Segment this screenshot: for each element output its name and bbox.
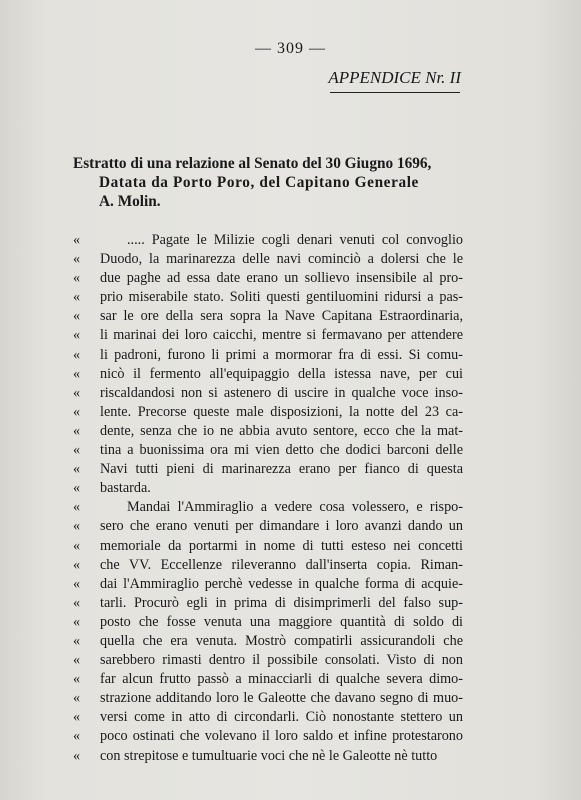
text-line [73,326,463,345]
text-line [73,670,463,689]
text-line [73,307,463,326]
quote-mark: « [73,556,81,573]
line-text: nicò il fermento all'equipaggio della istessa nave, per cui [100,365,463,382]
text-line [73,250,463,269]
quote-mark: « [73,327,81,344]
line-text: Duodo, la marinarezza delle navi cominciò a dolersi che le [100,251,463,268]
text-line [73,269,463,288]
line-text: che VV. Eccellenze rileveranno dall'inserta copia. Riman- [100,556,463,573]
quote-mark: « [73,632,81,649]
line-text: poco ostinati che volevano il loro saldo et infine protestarono [100,728,463,745]
quote-mark: « [73,537,81,554]
text-line [73,422,463,441]
text-line [73,613,463,632]
line-text: due paghe ad essa date erano un sollievo insensibile al pro- [100,270,463,287]
line-text: ..... Pagate le Milizie cogli denari venuti col convoglio [127,232,463,248]
quote-mark: « [73,384,81,401]
line-text: prio miserabile stato. Soliti questi gentiluomini ridursi a pas- [100,289,463,306]
line-text: tina a buonissima ora mi vien detto che dodici barconi delle [100,442,463,459]
text-line [73,594,463,613]
text-line [73,556,463,575]
line-text: riscaldandosi non si astenero di uscire in qualche voce inso- [100,384,463,401]
quote-mark: « [73,365,81,382]
text-line [73,231,463,250]
line-text: far alcun frutto passò a minacciarli di qualche severa dimo- [100,671,463,688]
text-line [73,708,463,727]
quote-mark: « [73,232,81,248]
line-text: memoriale da portarmi in nome di tutti esteso nei concetti [100,537,463,554]
line-text: sarebbero rimasti dentro il possibile consolati. Visto di non [100,652,463,669]
quote-mark: « [73,499,81,516]
text-line [73,384,463,403]
line-text: bastarda. [100,480,151,497]
line-text: Mandai l'Ammiraglio a vedere cosa volessero, e rispo- [127,499,463,516]
quote-mark: « [73,709,81,726]
line-text: quella che era venuta. Mostrò compatirli assicurandoli che [100,632,463,649]
text-line [73,460,463,479]
text-line [73,365,463,384]
text-line [73,403,463,422]
quote-mark: « [73,613,81,630]
heading-line: A. Molin. [99,193,161,210]
page-number: — 309 — [255,40,326,57]
quote-mark: « [73,270,81,287]
appendix-title: APPENDICE Nr. II [328,68,461,87]
text-line [73,441,463,460]
line-text: li marinai dei loro caicchi, mentre si fermavano per attendere [100,327,463,344]
text-line [73,498,463,517]
quote-mark: « [73,728,81,745]
text-line [73,727,463,746]
quote-mark: « [73,671,81,688]
text-line [73,632,463,651]
quote-mark: « [73,289,81,306]
line-text: li padroni, furono li primi a mormorar fra di essi. Si comu- [100,346,463,363]
quote-mark: « [73,461,81,478]
quote-mark: « [73,251,81,268]
text-line [73,651,463,670]
quote-mark: « [73,690,81,707]
line-text: posto che fosse venuta una maggiore quantità di soldo di [100,613,463,630]
line-text: Navi tutti pieni di marinarezza erano per fianco di questa [100,461,463,478]
text-line [73,575,463,594]
quote-mark: « [73,422,81,439]
line-text: dai l'Ammiraglio perchè vedesse in qualche forma di acquie- [100,575,463,592]
quote-mark: « [73,403,81,420]
line-text: tarli. Procurò egli in prima di disimprimerli del falso sup- [100,594,463,611]
line-text: sar le ore della sera sopra la Nave Capitana Estraordinaria, [100,308,463,325]
text-line [73,517,463,536]
quote-mark: « [73,442,81,459]
quote-mark: « [73,575,81,592]
line-text: con strepitose e tumultuarie voci che nè le Galeotte nè tutto [100,747,438,764]
line-text: sero che erano venuti per dimandare i loro avanzi dando un [100,518,463,535]
text-line [73,288,463,307]
line-text: dente, senza che io ne abbia avuto sentore, ecco che la mat- [100,422,463,439]
quote-mark: « [73,518,81,535]
quote-mark: « [73,594,81,611]
quote-mark: « [73,308,81,325]
text-line [73,689,463,708]
section-heading [73,154,473,211]
text-line [73,479,463,498]
appendix-underline [330,92,460,93]
text-line [73,346,463,365]
quote-mark: « [73,480,81,497]
heading-line: Datata da Porto Poro, del Capitano Generale [99,174,419,191]
text-line [73,747,463,766]
quote-mark: « [73,346,81,363]
line-text: lente. Precorse queste male disposizioni, la notte del 23 ca- [100,403,463,420]
line-text: versi come in atto di circondarli. Ciò nonostante stettero un [100,709,463,726]
heading-line: Estratto di una relazione al Senato del 30 Giugno 1696, [73,155,432,172]
quote-mark: « [73,747,81,764]
quote-mark: « [73,652,81,669]
text-line [73,537,463,556]
line-text: strazione additando loro le Galeotte che davano segno di muo- [100,690,463,707]
body-text [73,231,463,766]
